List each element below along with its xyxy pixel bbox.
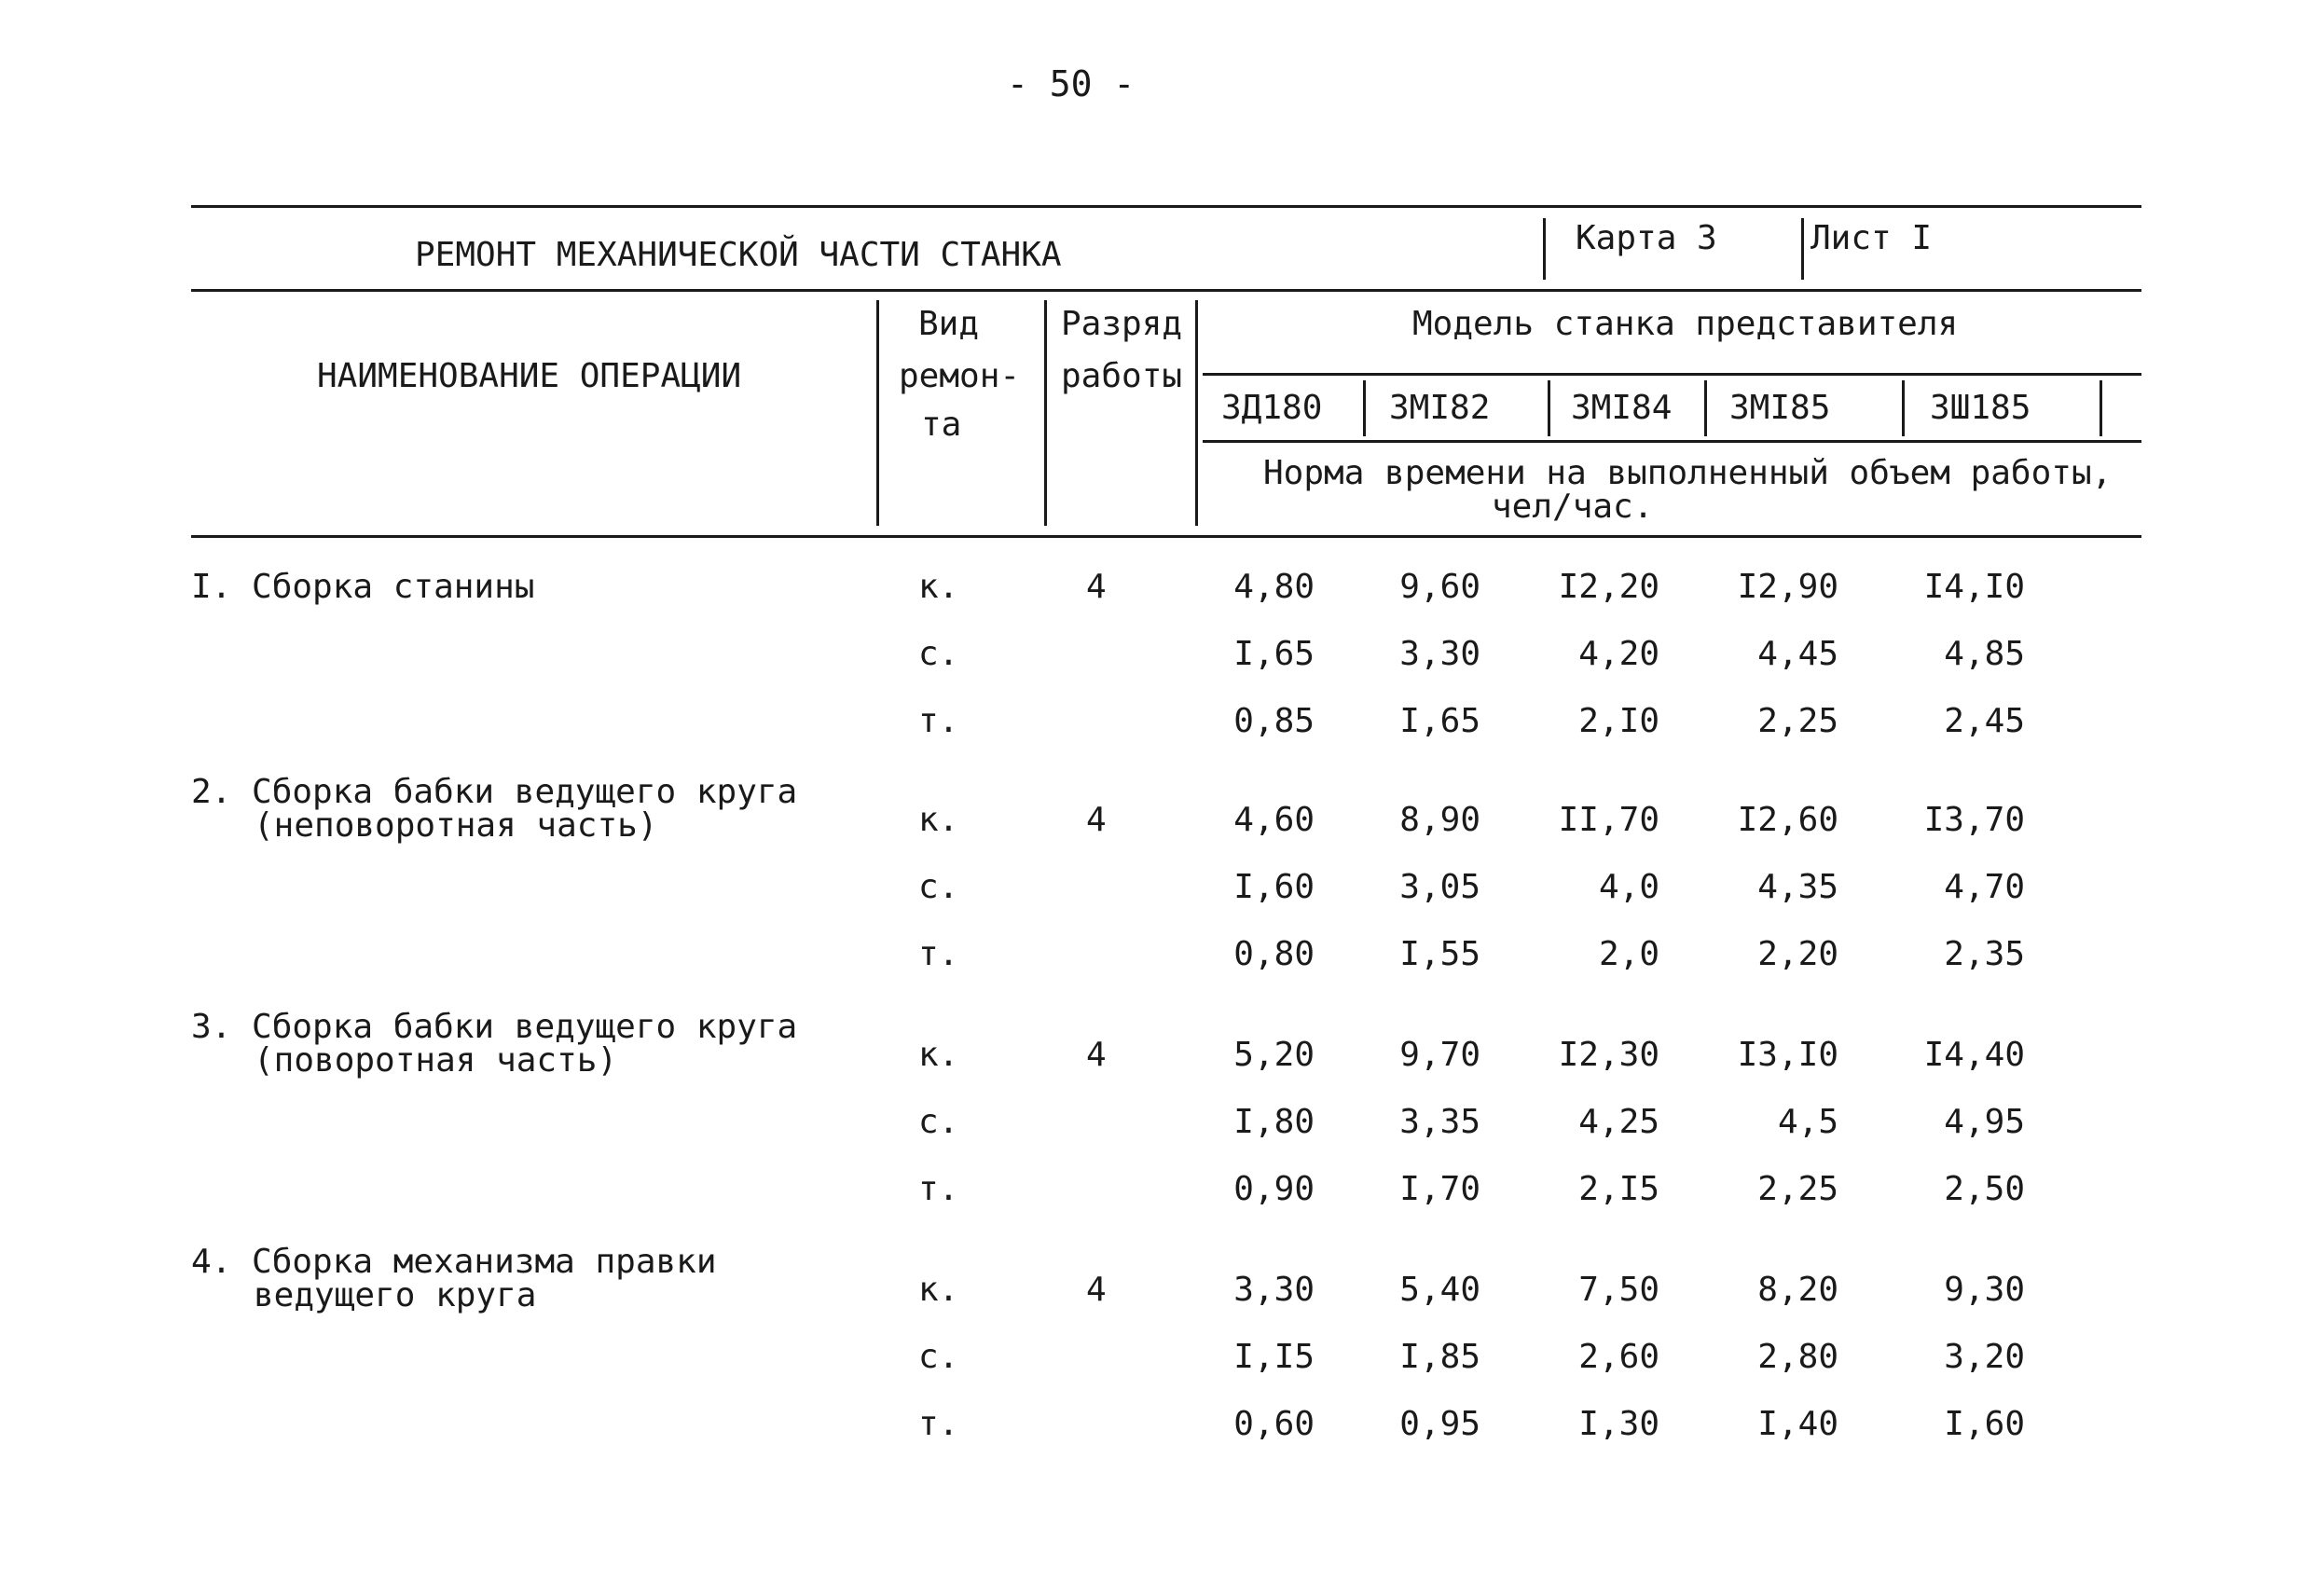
model-divider-3 bbox=[1704, 380, 1707, 436]
norm-value: 2,45 bbox=[1944, 702, 2025, 740]
norm-value: 2,35 bbox=[1944, 935, 2025, 973]
norm-value: I,55 bbox=[1399, 935, 1480, 973]
operation-name: 2. Сборка бабки ведущего круга bbox=[191, 773, 798, 811]
norm-value: 4,70 bbox=[1944, 868, 2025, 906]
column-model-group: Модель станка представителя bbox=[1412, 305, 1959, 343]
norm-value: I,85 bbox=[1399, 1338, 1480, 1376]
norm-value: 2,I5 bbox=[1578, 1170, 1659, 1208]
model-divider-2 bbox=[1548, 380, 1550, 436]
card-label: Карта 3 bbox=[1576, 219, 1717, 257]
table-header-rule bbox=[191, 535, 2141, 538]
model-3: 3МI84 bbox=[1571, 389, 1673, 427]
norm-value: 0,60 bbox=[1233, 1405, 1315, 1443]
norm-value: I4,I0 bbox=[1923, 568, 2025, 606]
column-grade-2: работы bbox=[1061, 357, 1183, 395]
norm-value: 7,50 bbox=[1578, 1271, 1659, 1309]
norm-value: 4,60 bbox=[1233, 801, 1315, 839]
norm-value: 3,05 bbox=[1399, 868, 1480, 906]
operation-name: 4. Сборка механизма правки bbox=[191, 1243, 717, 1281]
norm-line-1: Норма времени на выполненный объем работы, bbox=[1263, 454, 2113, 492]
norm-value: I,65 bbox=[1399, 702, 1480, 740]
norm-value: I,40 bbox=[1757, 1405, 1838, 1443]
repair-type-value: к. bbox=[918, 1271, 959, 1309]
document-title: РЕМОНТ МЕХАНИЧЕСКОЙ ЧАСТИ СТАНКА bbox=[415, 236, 1062, 274]
model-5: 3Ш185 bbox=[1930, 389, 2031, 427]
norm-value: 9,60 bbox=[1399, 568, 1480, 606]
norm-value: I3,70 bbox=[1923, 801, 2025, 839]
norm-value: 3,35 bbox=[1399, 1103, 1480, 1141]
norm-value: 0,85 bbox=[1233, 702, 1315, 740]
column-repair-type-2: ремон- bbox=[899, 357, 1021, 395]
norm-value: 4,35 bbox=[1757, 868, 1838, 906]
repair-type-value: т. bbox=[918, 1170, 959, 1208]
norm-value: 5,20 bbox=[1233, 1036, 1315, 1074]
norm-value: I2,90 bbox=[1737, 568, 1838, 606]
repair-type-value: т. bbox=[918, 702, 959, 740]
grade-value: 4 bbox=[1086, 1271, 1107, 1309]
model-divider-5 bbox=[2100, 380, 2102, 436]
column-repair-type-3: та bbox=[921, 406, 962, 444]
norm-value: 4,95 bbox=[1944, 1103, 2025, 1141]
repair-type-value: к. bbox=[918, 1036, 959, 1074]
repair-type-value: т. bbox=[918, 1405, 959, 1443]
norm-value: I3,I0 bbox=[1737, 1036, 1838, 1074]
operation-name: (неповоротная часть) bbox=[254, 806, 658, 845]
norm-value: 5,40 bbox=[1399, 1271, 1480, 1309]
norm-line-2: чел/час. bbox=[1492, 488, 1654, 526]
norm-value: I,80 bbox=[1233, 1103, 1315, 1141]
norm-value: 9,70 bbox=[1399, 1036, 1480, 1074]
operation-name: I. Сборка станины bbox=[191, 568, 535, 606]
model-divider-4 bbox=[1902, 380, 1905, 436]
norm-value: 2,20 bbox=[1757, 935, 1838, 973]
norm-value: I,60 bbox=[1944, 1405, 2025, 1443]
col-divider-1 bbox=[876, 300, 879, 526]
norm-value: 2,50 bbox=[1944, 1170, 2025, 1208]
operation-name: (поворотная часть) bbox=[254, 1041, 618, 1080]
column-operation: НАИМЕНОВАНИЕ ОПЕРАЦИИ bbox=[317, 357, 742, 395]
norm-value: 3,20 bbox=[1944, 1338, 2025, 1376]
norm-value: 0,80 bbox=[1233, 935, 1315, 973]
norm-value: 2,60 bbox=[1578, 1338, 1659, 1376]
norm-value: I4,40 bbox=[1923, 1036, 2025, 1074]
model-2: 3МI82 bbox=[1389, 389, 1491, 427]
page-number: - 50 - bbox=[1007, 63, 1136, 104]
norm-value: I,70 bbox=[1399, 1170, 1480, 1208]
norm-value: 9,30 bbox=[1944, 1271, 2025, 1309]
col-divider-3 bbox=[1195, 300, 1198, 526]
repair-type-value: т. bbox=[918, 935, 959, 973]
model-1: 3Д180 bbox=[1221, 389, 1323, 427]
grade-value: 4 bbox=[1086, 568, 1107, 606]
norm-value: 2,0 bbox=[1598, 935, 1659, 973]
operation-name: 3. Сборка бабки ведущего круга bbox=[191, 1008, 798, 1046]
model-divider-1 bbox=[1363, 380, 1366, 436]
norm-value: 0,95 bbox=[1399, 1405, 1480, 1443]
norm-value: I,30 bbox=[1578, 1405, 1659, 1443]
norm-value: 2,I0 bbox=[1578, 702, 1659, 740]
repair-type-value: с. bbox=[918, 1103, 959, 1141]
column-grade-1: Разряд bbox=[1061, 305, 1183, 343]
col-divider-2 bbox=[1044, 300, 1047, 526]
norm-value: 2,25 bbox=[1757, 702, 1838, 740]
models-rule bbox=[1203, 440, 2141, 443]
norm-value: I2,20 bbox=[1558, 568, 1659, 606]
model-group-rule bbox=[1203, 373, 2141, 376]
header-rule bbox=[191, 289, 2141, 292]
repair-type-value: с. bbox=[918, 1338, 959, 1376]
repair-type-value: к. bbox=[918, 568, 959, 606]
norm-value: 4,85 bbox=[1944, 635, 2025, 673]
norm-value: I,I5 bbox=[1233, 1338, 1315, 1376]
norm-value: 3,30 bbox=[1233, 1271, 1315, 1309]
repair-type-value: с. bbox=[918, 635, 959, 673]
norm-value: I2,60 bbox=[1737, 801, 1838, 839]
operation-name: ведущего круга bbox=[254, 1276, 537, 1314]
norm-value: 4,25 bbox=[1578, 1103, 1659, 1141]
norm-value: 8,90 bbox=[1399, 801, 1480, 839]
norm-value: 4,20 bbox=[1578, 635, 1659, 673]
norm-value: II,70 bbox=[1558, 801, 1659, 839]
norm-value: 4,80 bbox=[1233, 568, 1315, 606]
grade-value: 4 bbox=[1086, 1036, 1107, 1074]
norm-value: 4,5 bbox=[1777, 1103, 1838, 1141]
norm-value: 4,45 bbox=[1757, 635, 1838, 673]
column-repair-type-1: Вид bbox=[918, 305, 980, 343]
norm-value: I2,30 bbox=[1558, 1036, 1659, 1074]
sheet-divider bbox=[1801, 218, 1804, 280]
grade-value: 4 bbox=[1086, 801, 1107, 839]
norm-value: 0,90 bbox=[1233, 1170, 1315, 1208]
norm-value: I,60 bbox=[1233, 868, 1315, 906]
norm-value: 2,25 bbox=[1757, 1170, 1838, 1208]
card-divider bbox=[1543, 218, 1546, 280]
norm-value: 3,30 bbox=[1399, 635, 1480, 673]
norm-value: 4,0 bbox=[1598, 868, 1659, 906]
sheet-label: Лист I bbox=[1810, 219, 1933, 257]
model-4: 3МI85 bbox=[1729, 389, 1831, 427]
top-rule bbox=[191, 205, 2141, 208]
norm-value: 8,20 bbox=[1757, 1271, 1838, 1309]
norm-value: I,65 bbox=[1233, 635, 1315, 673]
repair-type-value: к. bbox=[918, 801, 959, 839]
norm-value: 2,80 bbox=[1757, 1338, 1838, 1376]
repair-type-value: с. bbox=[918, 868, 959, 906]
